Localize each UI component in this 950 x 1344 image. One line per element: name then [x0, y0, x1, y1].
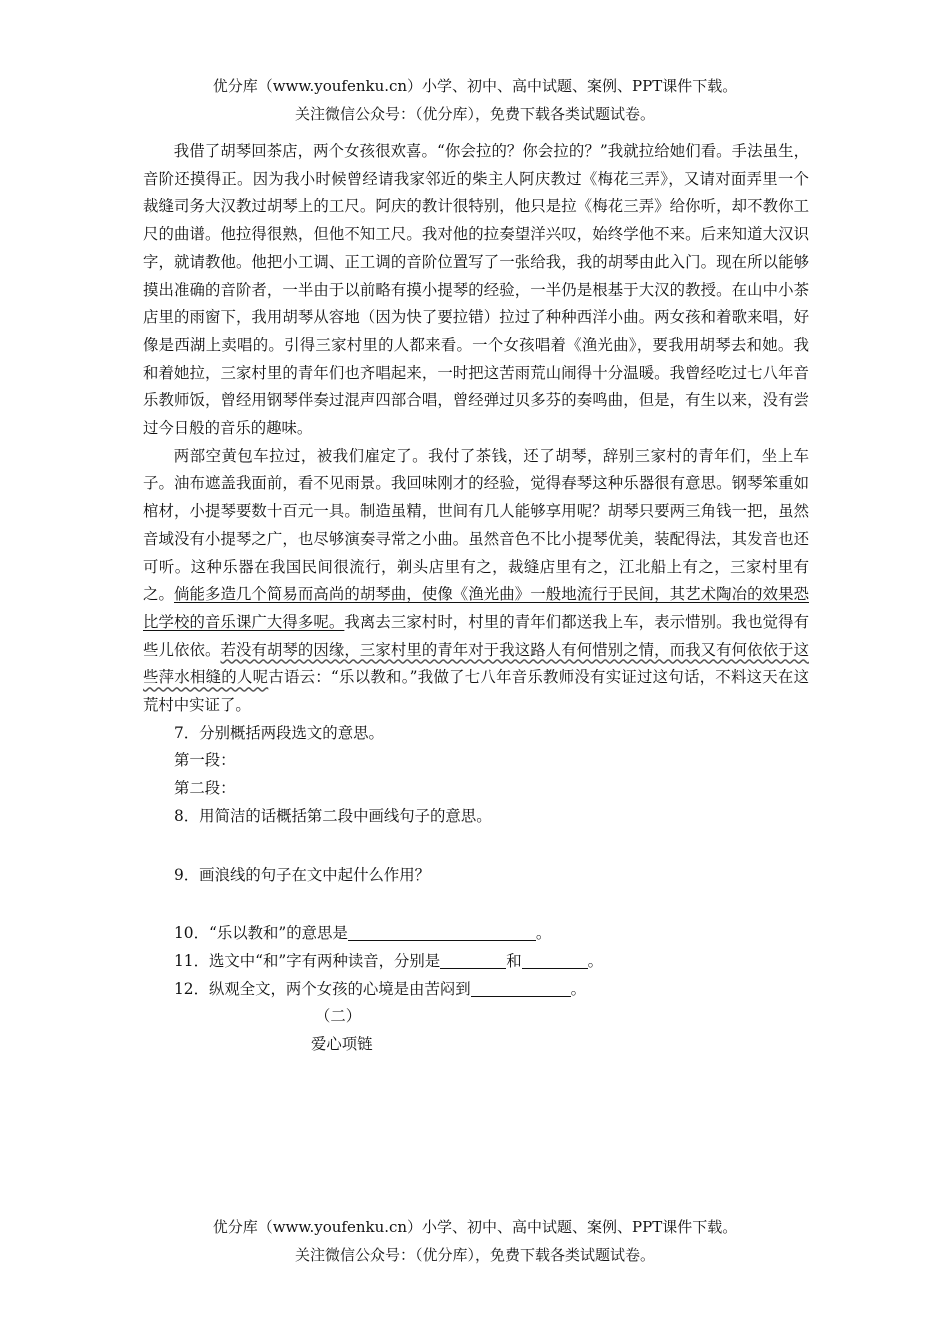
footer-line-1: 优分库（www.youfenku.cn）小学、初中、高中试题、案例、PPT课件下载。 [212, 1218, 738, 1236]
question-10 [143, 920, 809, 948]
question-9: 9．画浪线的句子在文中起什么作用？ [174, 865, 431, 884]
question-8: 8．用简洁的话概括第二段中画线句子的意思。 [174, 806, 492, 825]
answer-blank-11b[interactable] [522, 950, 588, 969]
passage-paragraph-2 [143, 443, 809, 720]
passage-paragraph-1: 我借了胡琴回茶店，两个女孩很欢喜。“你会拉的？你会拉的？”我就拉给她们看。手法虽生，音阶还摸得正。因为我小时候曾经请我家邻近的柴主人阿庆教过《梅花三弄》，又请对面弄里一个裁缝司务大汉教过胡琴上的工尺。阿庆的教计很特别，他只是拉《梅花三弄》给你听，却不教你工尺的曲谱。他拉得很熟，但他不知工尺。我对他的拉奏望洋兴叹，始终学他不来。后来知道大汉识字，就请教他。他把小工调、正工调的音阶位置写了一张给我，我的胡琴由此入门。现在所以能够摸出准确的音阶者，一半由于以前略有摸小提琴的经验，一半仍是根基于大汉的教授。在山中小茶店里的雨窗下，我用胡琴从容地（因为快了要拉错）拉过了种种西洋小曲。两女孩和着歌来唱，好像是西湖上卖唱的。引得三家村里的人都来看。一个女孩唱着《渔光曲》，要我用胡琴去和她。我和着她拉，三家村里的青年们也齐唱起来，一时把这苦雨荒山闹得十分温暖。我曾经吃过七八年音乐教师饭，曾经用钢琴伴奏过混声四部合唱，曾经弹过贝多芬的奏鸣曲，但是，有生以来，没有尝过今日般的音乐的趣味。 [143, 142, 809, 438]
section-number: （二） [315, 1007, 362, 1026]
footer-line-2: 关注微信公众号：（优分库），免费下载各类试题试卷。 [294, 1246, 655, 1264]
question-7-part-2: 第二段： [174, 779, 236, 798]
answer-blank-12[interactable] [471, 978, 571, 997]
section-title: 爱心项链 [311, 1035, 373, 1054]
question-11-end: 。 [587, 951, 603, 970]
answer-blank-11a[interactable] [440, 950, 506, 969]
document-body [143, 138, 809, 1059]
question-11-text: 11．选文中“和”字有两种读音，分别是 [174, 951, 441, 970]
question-12-text: 12．纵观全文，两个女孩的心境是由苦闷到 [174, 979, 471, 998]
answer-blank-10[interactable] [348, 922, 536, 941]
underlined-sentence: 倘能多造几个简易而高尚的胡琴曲，使像《渔光曲》一般地流行于民间，其艺术陶冶的效果恐比学校的音乐课广大得多呢。 [143, 585, 809, 631]
question-7: 7．分别概括两段选文的意思。 [174, 723, 384, 742]
paragraph-2-text-c: 古语云：“乐以教和。”我做了七八年音乐教师没有实证过这句话，不料这天在这荒村中实证了。 [143, 668, 809, 715]
header-line-1: 优分库（www.youfenku.cn）小学、初中、高中试题、案例、PPT课件下载。 [212, 77, 738, 95]
answer-space-9 [143, 889, 809, 920]
question-12 [143, 976, 809, 1004]
header-line-2: 关注微信公众号：（优分库），免费下载各类试题试卷。 [294, 105, 655, 123]
question-11-mid: 和 [506, 951, 522, 970]
paragraph-2-text-b: 我离去三家村时，村里的青年们都送我上车，表示惜别。我也觉得有些儿依依。 [143, 612, 809, 659]
question-10-end: 。 [535, 924, 552, 943]
question-7-part-1: 第一段： [174, 751, 236, 770]
question-10-text: 10．“乐以教和”的意思是 [174, 924, 348, 943]
question-11 [143, 948, 809, 976]
answer-space-8 [143, 831, 809, 862]
paragraph-2-text-a: 两部空黄包车拉过，被我们雇定了。我付了茶钱，还了胡琴，辞别三家村的青年们，坐上车子。油布遮盖我面前，看不见雨景。我回味刚才的经验，觉得春琴这种乐器很有意思。钢琴笨重如棺材，小提琴要数十百元一具。制造虽精，世间有几人能够享用呢？胡琴只要两三角钱一把，虽然音域没有小提琴之广，也尽够演奏寻常之小曲。虽然音色不比小提琴优美，装配得法，其发音也还可听。这种乐器在我国民间很流行，剃头店里有之，裁缝店里有之，江北船上有之，三家村里有之。 [143, 446, 809, 604]
wavy-underlined-sentence: 若没有胡琴的因缘，三家村里的青年对于我这路人有何惜别之情，而我又有何依依于这些萍水相缝的人呢 [143, 640, 809, 687]
question-12-end: 。 [570, 979, 587, 998]
